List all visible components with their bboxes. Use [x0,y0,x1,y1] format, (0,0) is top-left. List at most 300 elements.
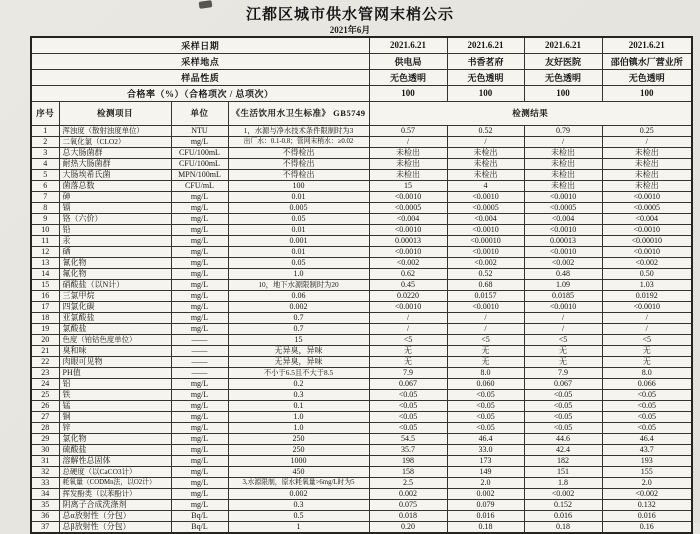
cell-standard: 不小于6.5且不大于8.5 [228,367,369,378]
cell-result: 无 [602,356,692,367]
cell-result: 0.25 [602,125,692,136]
table-row [31,356,692,367]
cell-standard: 100 [228,180,369,191]
cell-index: 21 [31,345,59,356]
cell-result: 198 [369,455,447,466]
cell-index: 6 [31,180,59,191]
cell-standard: 0.005 [228,202,369,213]
cell-unit: mg/L [171,301,228,312]
cell-result: 15 [369,180,447,191]
cell-result: 0.067 [369,378,447,389]
cell-result: 0.002 [447,488,524,499]
table-row [31,323,692,334]
cell-item: 耗氧量（CODMn法，以O2计） [59,477,171,488]
cell-result: 8.0 [602,367,692,378]
cell-item: 亚氯酸盐 [59,312,171,323]
cell-standard: 250 [228,433,369,444]
cell-result: 54.5 [369,433,447,444]
cell-standard: 0.001 [228,235,369,246]
cell-standard: 0.002 [228,488,369,499]
cell-unit: mg/L [171,312,228,323]
table-row [31,444,692,455]
cell-index: 15 [31,279,59,290]
cell-index: 11 [31,235,59,246]
cell-result: 149 [447,466,524,477]
cell-result: <0.002 [524,488,602,499]
cell-result: <0.0005 [447,202,524,213]
cell-standard: 无异臭，异味 [228,356,369,367]
cell-result: / [369,312,447,323]
cell-result: / [602,323,692,334]
cell-standard: 不得检出 [228,147,369,158]
cell-result: 0.18 [524,521,602,533]
cell-result: <0.0010 [524,224,602,235]
table-row [31,158,692,169]
sample-info-row [31,69,692,85]
cell-item: 三氯甲烷 [59,290,171,301]
cell-index: 30 [31,444,59,455]
cell-result: 0.16 [602,521,692,533]
table-row [31,433,692,444]
cell-result: 0.016 [602,510,692,521]
cell-unit: mg/L [171,136,228,147]
cell-unit: mg/L [171,191,228,202]
cell-item: 色度（铂钴色度单位） [59,334,171,345]
sample-info-value: 2021.6.21 [447,37,524,53]
cell-item: 总β放射性（分包） [59,521,171,533]
cell-result: 44.6 [524,433,602,444]
cell-item: 铬（六价） [59,213,171,224]
cell-result: 未检出 [602,147,692,158]
cell-item: 锰 [59,400,171,411]
cell-result: 0.57 [369,125,447,136]
cell-item: 臭和味 [59,345,171,356]
cell-result: / [369,323,447,334]
cell-standard: 0.2 [228,378,369,389]
sample-info-label: 采样地点 [31,53,369,69]
cell-standard: 无异臭，异味 [228,345,369,356]
cell-item: 总硬度（以CaCO3计） [59,466,171,477]
cell-standard: 不得检出 [228,158,369,169]
cell-index: 35 [31,499,59,510]
cell-result: 未检出 [369,147,447,158]
cell-standard: 出厂水：0.1-0.8；管网末梢水：≥0.02 [228,136,369,147]
cell-unit: mg/L [171,323,228,334]
cell-result: 0.45 [369,279,447,290]
cell-standard: 1000 [228,455,369,466]
cell-item: 大肠埃希氏菌 [59,169,171,180]
cell-result: <0.0010 [369,191,447,202]
cell-result: 未检出 [524,180,602,191]
cell-result: 2.0 [602,477,692,488]
sample-info-value: 100 [524,85,602,101]
cell-result: 未检出 [369,169,447,180]
cell-item: 砷 [59,191,171,202]
cell-result: <0.05 [369,411,447,422]
cell-result: 0.018 [369,510,447,521]
cell-index: 31 [31,455,59,466]
cell-result: <0.002 [524,257,602,268]
cell-result: <0.0010 [447,224,524,235]
cell-result: 1.03 [602,279,692,290]
sample-info-value: 100 [602,85,692,101]
sample-info-value: 100 [369,85,447,101]
sample-info-label: 采样日期 [31,37,369,53]
cell-result: 182 [524,455,602,466]
sample-info-value: 100 [447,85,524,101]
cell-result: / [447,323,524,334]
cell-unit: mg/L [171,477,228,488]
cell-standard: 0.7 [228,312,369,323]
table-row [31,213,692,224]
cell-result: 无 [447,356,524,367]
cell-result: 46.4 [602,433,692,444]
cell-result: 未检出 [447,158,524,169]
cell-result: <0.0010 [447,191,524,202]
cell-unit: mg/L [171,290,228,301]
cell-index: 24 [31,378,59,389]
cell-item: 铅 [59,224,171,235]
cell-result: 173 [447,455,524,466]
sample-info-row [31,37,692,53]
cell-result: <0.05 [447,422,524,433]
cell-index: 34 [31,488,59,499]
cell-unit: mg/L [171,268,228,279]
col-header-standard: 《生活饮用水卫生标准》 GB5749 [228,101,369,125]
cell-unit: mg/L [171,499,228,510]
cell-result: 193 [602,455,692,466]
cell-item: PH值 [59,367,171,378]
cell-result: 未检出 [447,147,524,158]
cell-index: 9 [31,213,59,224]
cell-result: <0.05 [524,400,602,411]
sample-info-value: 无色透明 [602,69,692,85]
cell-result: <0.002 [369,257,447,268]
table-row [31,279,692,290]
water-quality-table [30,36,693,534]
cell-result: 0.016 [524,510,602,521]
cell-unit: mg/L [171,455,228,466]
cell-result: 0.52 [447,268,524,279]
cell-item: 总α放射性（分包） [59,510,171,521]
cell-item: 二氧化氯（CLO2） [59,136,171,147]
cell-result: / [447,136,524,147]
sample-info-value: 无色透明 [524,69,602,85]
cell-standard: 15 [228,334,369,345]
cell-result: 0.68 [447,279,524,290]
cell-result: 未检出 [524,169,602,180]
cell-result: <0.05 [602,422,692,433]
cell-result: 未检出 [369,158,447,169]
cell-result: 0.060 [447,378,524,389]
cell-result: / [602,312,692,323]
cell-index: 12 [31,246,59,257]
cell-index: 27 [31,411,59,422]
sample-info-value: 无色透明 [447,69,524,85]
cell-index: 37 [31,521,59,533]
table-row [31,488,692,499]
table-row [31,191,692,202]
cell-standard: 0.01 [228,191,369,202]
table-row [31,499,692,510]
cell-result: 4 [447,180,524,191]
cell-result: 无 [447,345,524,356]
cell-result: 35.7 [369,444,447,455]
cell-result: 无 [602,345,692,356]
sample-info-value: 无色透明 [369,69,447,85]
sample-info-value: 邵伯镇水厂营业所 [602,53,692,69]
cell-result: <0.0010 [602,191,692,202]
page-subtitle: 2021年6月 [329,25,371,35]
column-header-row [31,101,692,125]
cell-item: 铜 [59,411,171,422]
cell-result: <0.004 [447,213,524,224]
cell-item: 汞 [59,235,171,246]
cell-result: 0.18 [447,521,524,533]
cell-standard: 0.1 [228,400,369,411]
cell-result: 43.7 [602,444,692,455]
cell-result: / [524,136,602,147]
table-row [31,290,692,301]
cell-result: 158 [369,466,447,477]
cell-unit: CFU/mL [171,180,228,191]
cell-result: <0.004 [602,213,692,224]
cell-result: <0.004 [524,213,602,224]
table-row [31,378,692,389]
sample-info-label: 样品性质 [31,69,369,85]
col-header-item: 检测项目 [59,101,171,125]
cell-index: 28 [31,422,59,433]
cell-result: <0.002 [447,257,524,268]
cell-standard: 1，水源与净水技术条件限制时为3 [228,125,369,136]
cell-item: 铁 [59,389,171,400]
cell-unit: Bq/L [171,521,228,533]
cell-unit: mg/L [171,279,228,290]
cell-index: 25 [31,389,59,400]
cell-unit: —— [171,334,228,345]
cell-result: <0.0010 [602,301,692,312]
cell-result: 2.0 [447,477,524,488]
sample-info-label: 合格率（%）（合格项次 / 总项次） [31,85,369,101]
column-header-section [31,101,692,125]
table-row [31,411,692,422]
cell-item: 氯酸盐 [59,323,171,334]
cell-item: 锌 [59,422,171,433]
table-row [31,180,692,191]
cell-index: 29 [31,433,59,444]
cell-result: / [524,323,602,334]
page-title: 江都区城市供水管网末梢公示 [245,6,454,23]
cell-result: <0.00010 [447,235,524,246]
cell-result: 0.48 [524,268,602,279]
col-header-index: 序号 [31,101,59,125]
table-row [31,345,692,356]
table-row [31,169,692,180]
cell-result: <0.0005 [369,202,447,213]
cell-index: 14 [31,268,59,279]
table-row [31,125,692,136]
cell-result: 0.079 [447,499,524,510]
cell-result: 0.016 [447,510,524,521]
cell-standard: 0.06 [228,290,369,301]
cell-result: 0.152 [524,499,602,510]
table-row [31,202,692,213]
cell-index: 1 [31,125,59,136]
cell-result: 0.0185 [524,290,602,301]
cell-standard: 0.05 [228,257,369,268]
cell-unit: mg/L [171,411,228,422]
table-row [31,136,692,147]
cell-item: 总大肠菌群 [59,147,171,158]
cell-result: <0.0005 [602,202,692,213]
cell-standard: 1.0 [228,422,369,433]
cell-index: 4 [31,158,59,169]
cell-result: 0.00013 [524,235,602,246]
cell-result: <0.00010 [602,235,692,246]
cell-result: 未检出 [524,158,602,169]
cell-standard: 0.01 [228,246,369,257]
cell-result: 无 [524,356,602,367]
cell-index: 32 [31,466,59,477]
cell-standard: 0.05 [228,213,369,224]
cell-index: 36 [31,510,59,521]
cell-result: / [369,136,447,147]
table-row [31,257,692,268]
cell-result: <0.0010 [524,301,602,312]
cell-result: <0.05 [602,389,692,400]
cell-item: 氯化物 [59,433,171,444]
cell-index: 23 [31,367,59,378]
sample-info-value: 供电局 [369,53,447,69]
cell-result: <0.05 [369,422,447,433]
table-row [31,477,692,488]
cell-index: 19 [31,323,59,334]
table-row [31,235,692,246]
cell-item: 硫酸盐 [59,444,171,455]
cell-item: 溶解性总固体 [59,455,171,466]
cell-result: 0.50 [602,268,692,279]
table-row [31,389,692,400]
cell-result: 0.79 [524,125,602,136]
cell-result: 未检出 [447,169,524,180]
results-section [31,125,692,533]
cell-standard: 不得检出 [228,169,369,180]
sample-info-value: 2021.6.21 [524,37,602,53]
cell-index: 3 [31,147,59,158]
cell-index: 16 [31,290,59,301]
sample-info-value: 友好医院 [524,53,602,69]
cell-unit: mg/L [171,488,228,499]
cell-unit: CFU/100mL [171,158,228,169]
cell-result: 未检出 [602,158,692,169]
cell-unit: mg/L [171,224,228,235]
cell-result: 0.066 [602,378,692,389]
cell-result: <5 [369,334,447,345]
cell-result: <5 [524,334,602,345]
cell-result: 0.62 [369,268,447,279]
cell-result: <5 [447,334,524,345]
cell-result: / [524,312,602,323]
cell-result: 未检出 [602,180,692,191]
cell-item: 菌落总数 [59,180,171,191]
cell-unit: mg/L [171,433,228,444]
cell-standard: 0.3 [228,499,369,510]
sample-info-value: 2021.6.21 [369,37,447,53]
cell-result: 7.9 [369,367,447,378]
cell-index: 2 [31,136,59,147]
cell-result: 0.20 [369,521,447,533]
table-row [31,334,692,345]
table-row [31,367,692,378]
cell-result: <0.0010 [447,246,524,257]
cell-standard: 0.7 [228,323,369,334]
cell-unit: mg/L [171,257,228,268]
cell-result: <0.05 [524,389,602,400]
cell-result: <0.05 [524,411,602,422]
col-header-unit: 单位 [171,101,228,125]
cell-result: <0.0010 [369,301,447,312]
cell-standard: 0.01 [228,224,369,235]
cell-standard: 1.0 [228,411,369,422]
cell-result: <0.0010 [524,191,602,202]
cell-item: 四氯化碳 [59,301,171,312]
sample-info-value: 书香茗府 [447,53,524,69]
cell-result: <0.05 [369,400,447,411]
cell-unit: mg/L [171,213,228,224]
cell-index: 26 [31,400,59,411]
cell-unit: mg/L [171,235,228,246]
sample-info-row [31,85,692,101]
table-row [31,301,692,312]
cell-standard: 450 [228,466,369,477]
table-row [31,455,692,466]
cell-result: <0.0010 [447,301,524,312]
cell-unit: NTU [171,125,228,136]
cell-standard: 3,水源限制，原水耗氧量>6mg/L时为5 [228,477,369,488]
cell-unit: mg/L [171,422,228,433]
cell-result: <0.002 [602,488,692,499]
cell-index: 8 [31,202,59,213]
cell-result: 0.0192 [602,290,692,301]
cell-result: <0.004 [369,213,447,224]
cell-unit: mg/L [171,378,228,389]
cell-item: 氰化物 [59,257,171,268]
cell-result: 无 [524,345,602,356]
cell-unit: mg/L [171,444,228,455]
cell-unit: mg/L [171,202,228,213]
cell-item: 氟化物 [59,268,171,279]
table-row [31,224,692,235]
cell-result: <0.05 [447,411,524,422]
cell-result: <0.0010 [524,246,602,257]
cell-result: <0.05 [447,400,524,411]
cell-result: / [447,312,524,323]
cell-result: <0.05 [524,422,602,433]
cell-result: <0.0010 [369,224,447,235]
cell-result: <0.05 [369,389,447,400]
cell-result: 8.0 [447,367,524,378]
cell-result: 1.09 [524,279,602,290]
cell-standard: 1 [228,521,369,533]
cell-result: <0.05 [602,400,692,411]
cell-result: 2.5 [369,477,447,488]
cell-standard: 0.3 [228,389,369,400]
cell-result: <5 [602,334,692,345]
cell-index: 7 [31,191,59,202]
cell-unit: mg/L [171,400,228,411]
table-row [31,422,692,433]
cell-index: 10 [31,224,59,235]
